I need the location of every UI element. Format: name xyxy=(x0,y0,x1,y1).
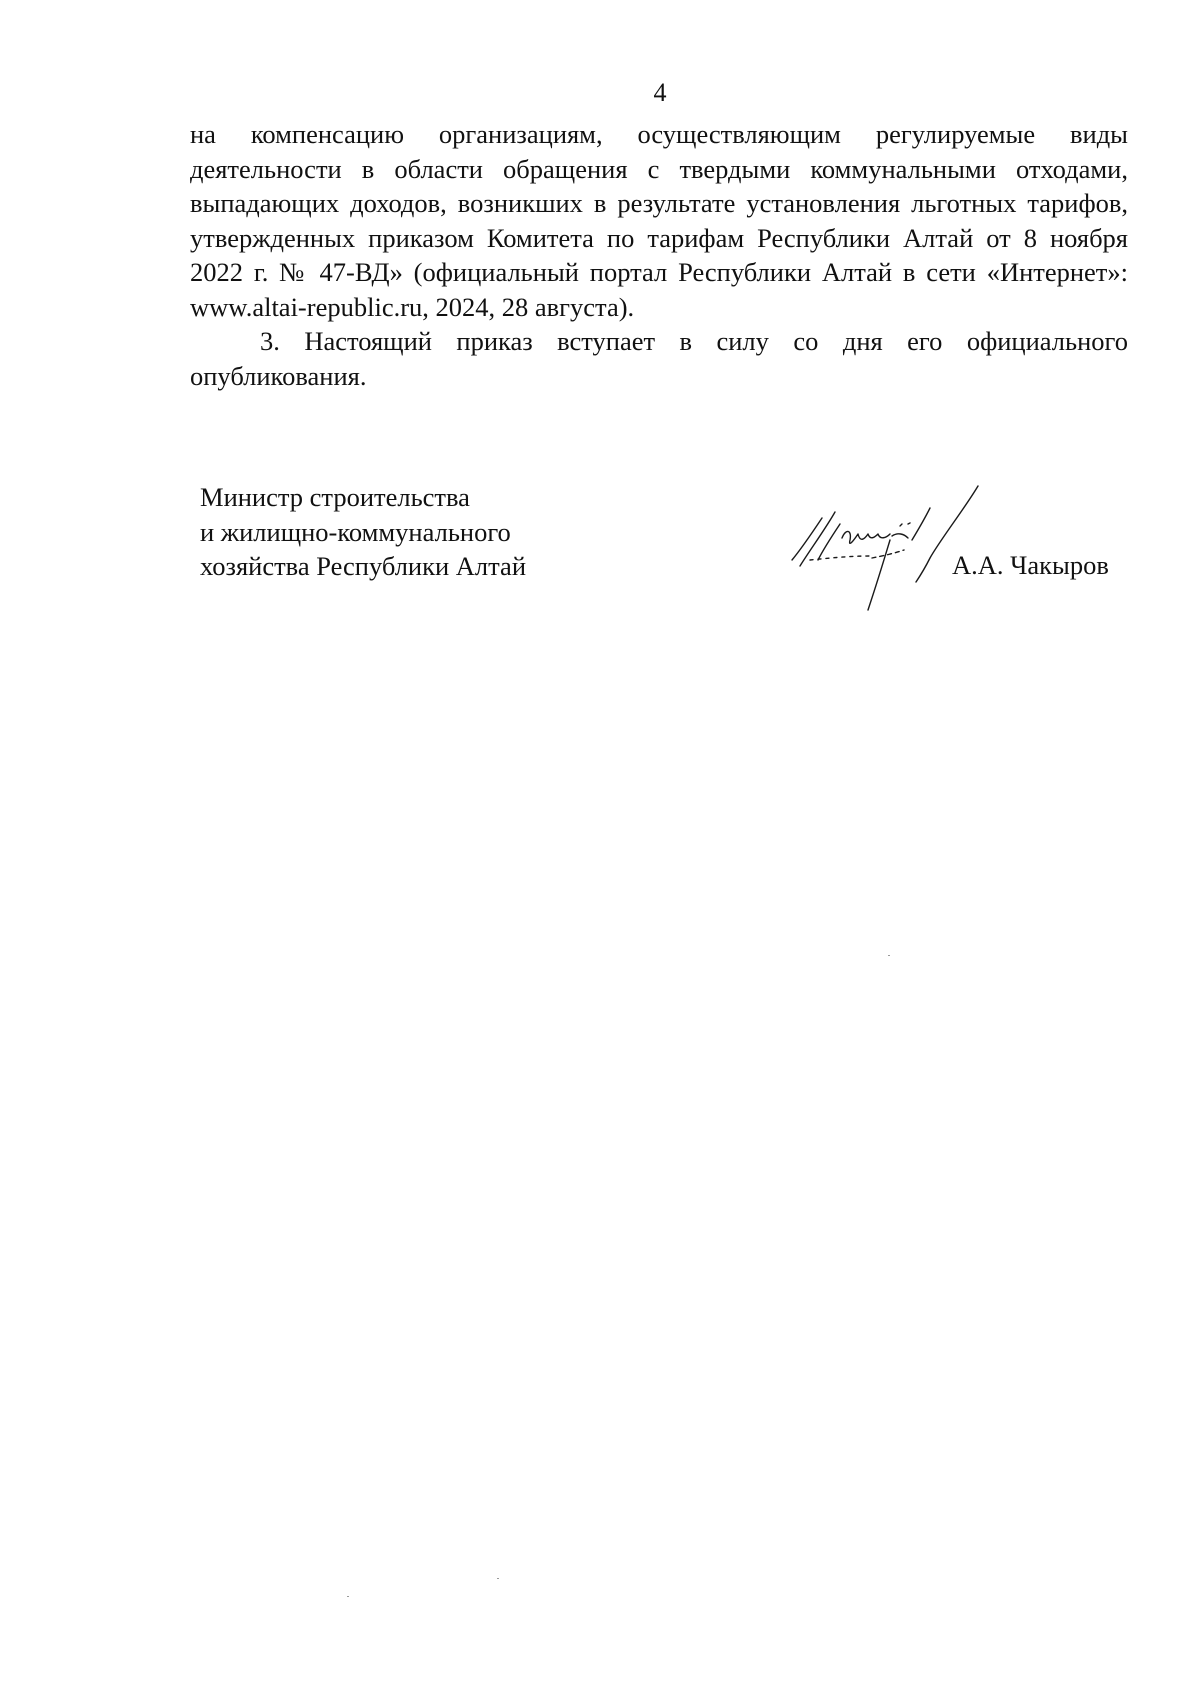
signatory-position-line-2: и жилищно-коммунального xyxy=(200,516,511,547)
paragraph-continuation: на компенсацию организациям, осуществляющим регулируемые виды деятельности в области обращения с твердыми коммунальными отходами, выпадающих доходов, возникших в результате установления льготных тарифов, утвержденных приказом Комитета по тарифам Республики Алтай от 8 ноября 2022 г. № 47-ВД» (официальный портал Республики Алтай в сети «Интернет»: www.altai-republic.ru, 2024, 28 августа). xyxy=(190,119,1128,322)
scan-speck xyxy=(497,1578,499,1579)
signatory-position xyxy=(200,480,526,584)
page-number: 4 xyxy=(653,78,667,107)
scan-speck xyxy=(347,1596,349,1597)
document-body xyxy=(190,117,1128,393)
signatory-position-line-3: хозяйства Республики Алтай xyxy=(200,551,526,581)
scan-speck xyxy=(888,955,890,956)
paragraph-item-3: 3. Настоящий приказ вступает в силу со дня его официального опубликования. xyxy=(190,326,1128,391)
signatory-position-line-1: Министр строительства xyxy=(200,482,470,512)
signatory-name: А.А. Чакыров xyxy=(952,550,1109,580)
